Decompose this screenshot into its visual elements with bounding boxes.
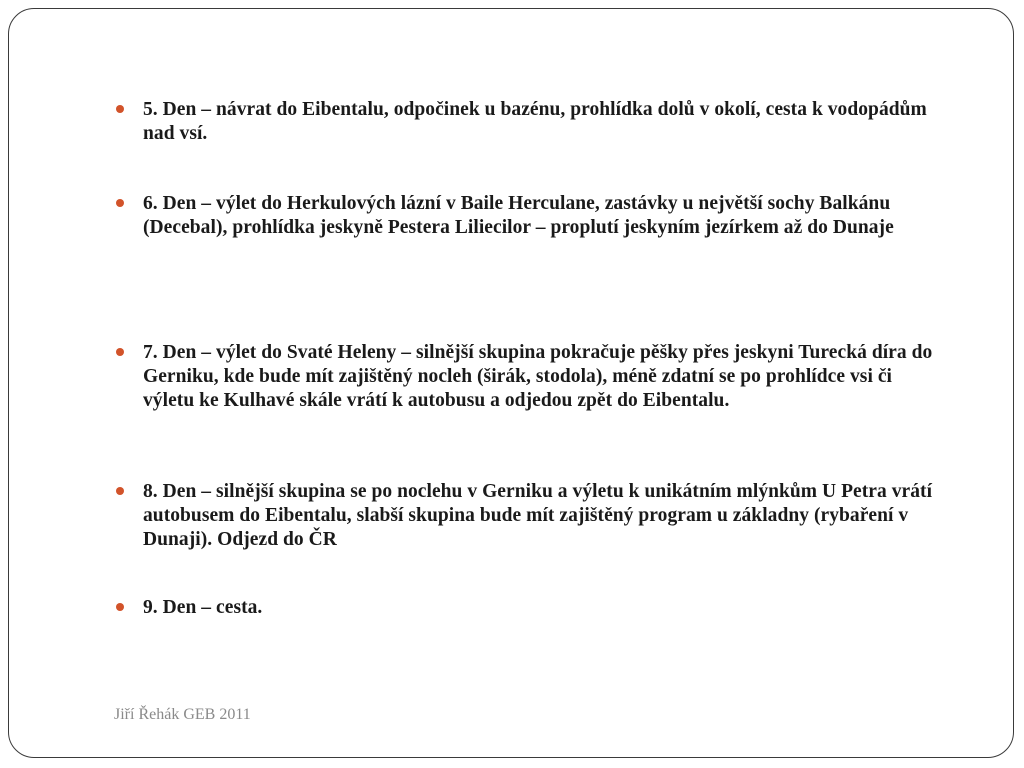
bullet-dot-icon [116,199,124,207]
bullet-text: 7. Den – výlet do Svaté Heleny – silnější skupina pokračuje pěšky přes jeskyni Turecká díra do Gerniku, kde bude mít zajištěný nocleh (širák, stodola), méně zdatní se po prohlídce vsi či výletu ke Kulhavé skále vrátí k autobusu a odjedou zpět do Eibentalu. [143,342,933,411]
bullet-text: 5. Den – návrat do Eibentalu, odpočinek u bazénu, prohlídka dolů v okolí, cesta k vodopádům nad vsí. [143,99,927,144]
bullet-text: 6. Den – výlet do Herkulových lázní v Baile Herculane, zastávky u největší sochy Balkánu (Decebal), prohlídka jeskyně Pestera Liliecilor – proplutí jeskyním jezírkem až do Dunaje [143,193,894,238]
bullet-text: 8. Den – silnější skupina se po noclehu v Gerniku a výletu k unikátním mlýnkům U Petra vrátí autobusem do Eibentalu, slabší skupina bude mít zajištěný program u základny (rybaření v Dunaji). Odjezd do ČR [143,481,933,550]
bullet-item-day-5 [116,98,946,146]
bullet-dot-icon [116,487,124,495]
bullet-item-day-8 [116,480,946,552]
bullet-dot-icon [116,603,124,611]
bullet-item-day-7 [116,341,946,413]
bullet-dot-icon [116,105,124,113]
bullet-item-day-9 [116,596,946,620]
slide-footer: Jiří Řehák GEB 2011 [114,706,251,723]
bullet-text: 9. Den – cesta. [143,597,263,618]
bullet-item-day-6 [116,192,946,240]
bullet-dot-icon [116,348,124,356]
